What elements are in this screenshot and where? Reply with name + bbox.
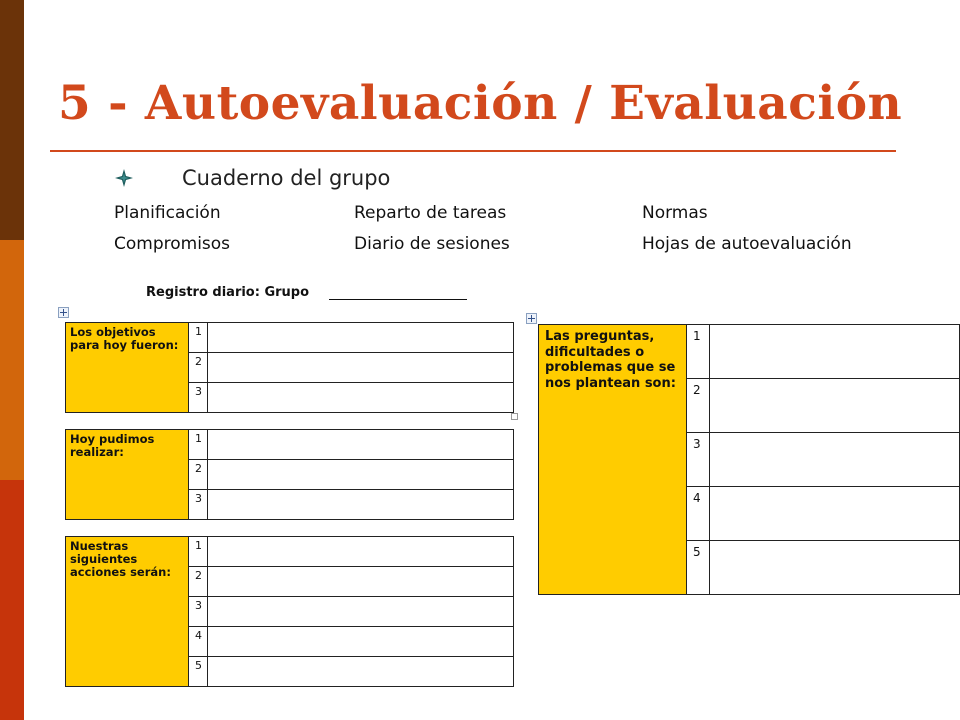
answer-cell[interactable] (710, 433, 960, 487)
answer-cell[interactable] (208, 353, 514, 383)
answer-cell[interactable] (710, 487, 960, 541)
form-group-blank (329, 299, 467, 300)
row-number: 1 (189, 323, 208, 353)
table-preguntas (538, 324, 960, 595)
row-number: 3 (189, 383, 208, 413)
row-number: 4 (687, 487, 710, 541)
answer-cell[interactable] (208, 657, 514, 687)
table-label: Los objetivos para hoy fueron: (66, 323, 189, 413)
side-bar-bottom (0, 480, 24, 720)
item-planificacion: Planificación (114, 203, 221, 223)
answer-cell[interactable] (208, 383, 514, 413)
title-divider (50, 150, 896, 152)
table-acciones (65, 536, 514, 687)
table-label: Las preguntas, dificultades o problemas que se nos plantean son: (539, 325, 687, 595)
answer-cell[interactable] (710, 379, 960, 433)
row-number: 4 (189, 627, 208, 657)
row-number: 5 (687, 541, 710, 595)
table-move-handle-icon[interactable] (58, 307, 69, 318)
table-realizar (65, 429, 514, 520)
answer-cell[interactable] (208, 567, 514, 597)
row-number: 1 (189, 537, 208, 567)
form-title: Registro diario: Grupo (146, 285, 310, 300)
row-number: 3 (687, 433, 710, 487)
row-number: 3 (189, 597, 208, 627)
table-label: Nuestras siguientes acciones serán: (66, 537, 189, 687)
answer-cell[interactable] (710, 325, 960, 379)
answer-cell[interactable] (208, 597, 514, 627)
side-bar-middle (0, 240, 24, 480)
row-number: 5 (189, 657, 208, 687)
row-number: 1 (687, 325, 710, 379)
bullet-text: Cuaderno del grupo (182, 166, 391, 190)
answer-cell[interactable] (208, 430, 514, 460)
row-number: 2 (687, 379, 710, 433)
item-reparto-tareas: Reparto de tareas (354, 203, 507, 223)
answer-cell[interactable] (208, 460, 514, 490)
answer-cell[interactable] (208, 627, 514, 657)
answer-cell[interactable] (208, 537, 514, 567)
item-diario-sesiones: Diario de sesiones (354, 234, 510, 254)
table-move-handle-icon[interactable] (526, 313, 537, 324)
item-normas: Normas (642, 203, 708, 223)
page-title: 5 - Autoevaluación / Evaluación (58, 76, 903, 131)
item-compromisos: Compromisos (114, 234, 231, 254)
row-number: 2 (189, 353, 208, 383)
row-number: 1 (189, 430, 208, 460)
diamond-bullet-icon (114, 168, 134, 188)
table-resize-handle[interactable] (511, 413, 518, 420)
row-number: 2 (189, 567, 208, 597)
table-objetivos (65, 322, 514, 413)
table-label: Hoy pudimos realizar: (66, 430, 189, 520)
answer-cell[interactable] (208, 490, 514, 520)
row-number: 2 (189, 460, 208, 490)
bullet-row (114, 163, 391, 193)
side-bar-top (0, 0, 24, 240)
item-hojas-autoevaluacion: Hojas de autoevaluación (642, 234, 852, 254)
answer-cell[interactable] (208, 323, 514, 353)
answer-cell[interactable] (710, 541, 960, 595)
row-number: 3 (189, 490, 208, 520)
